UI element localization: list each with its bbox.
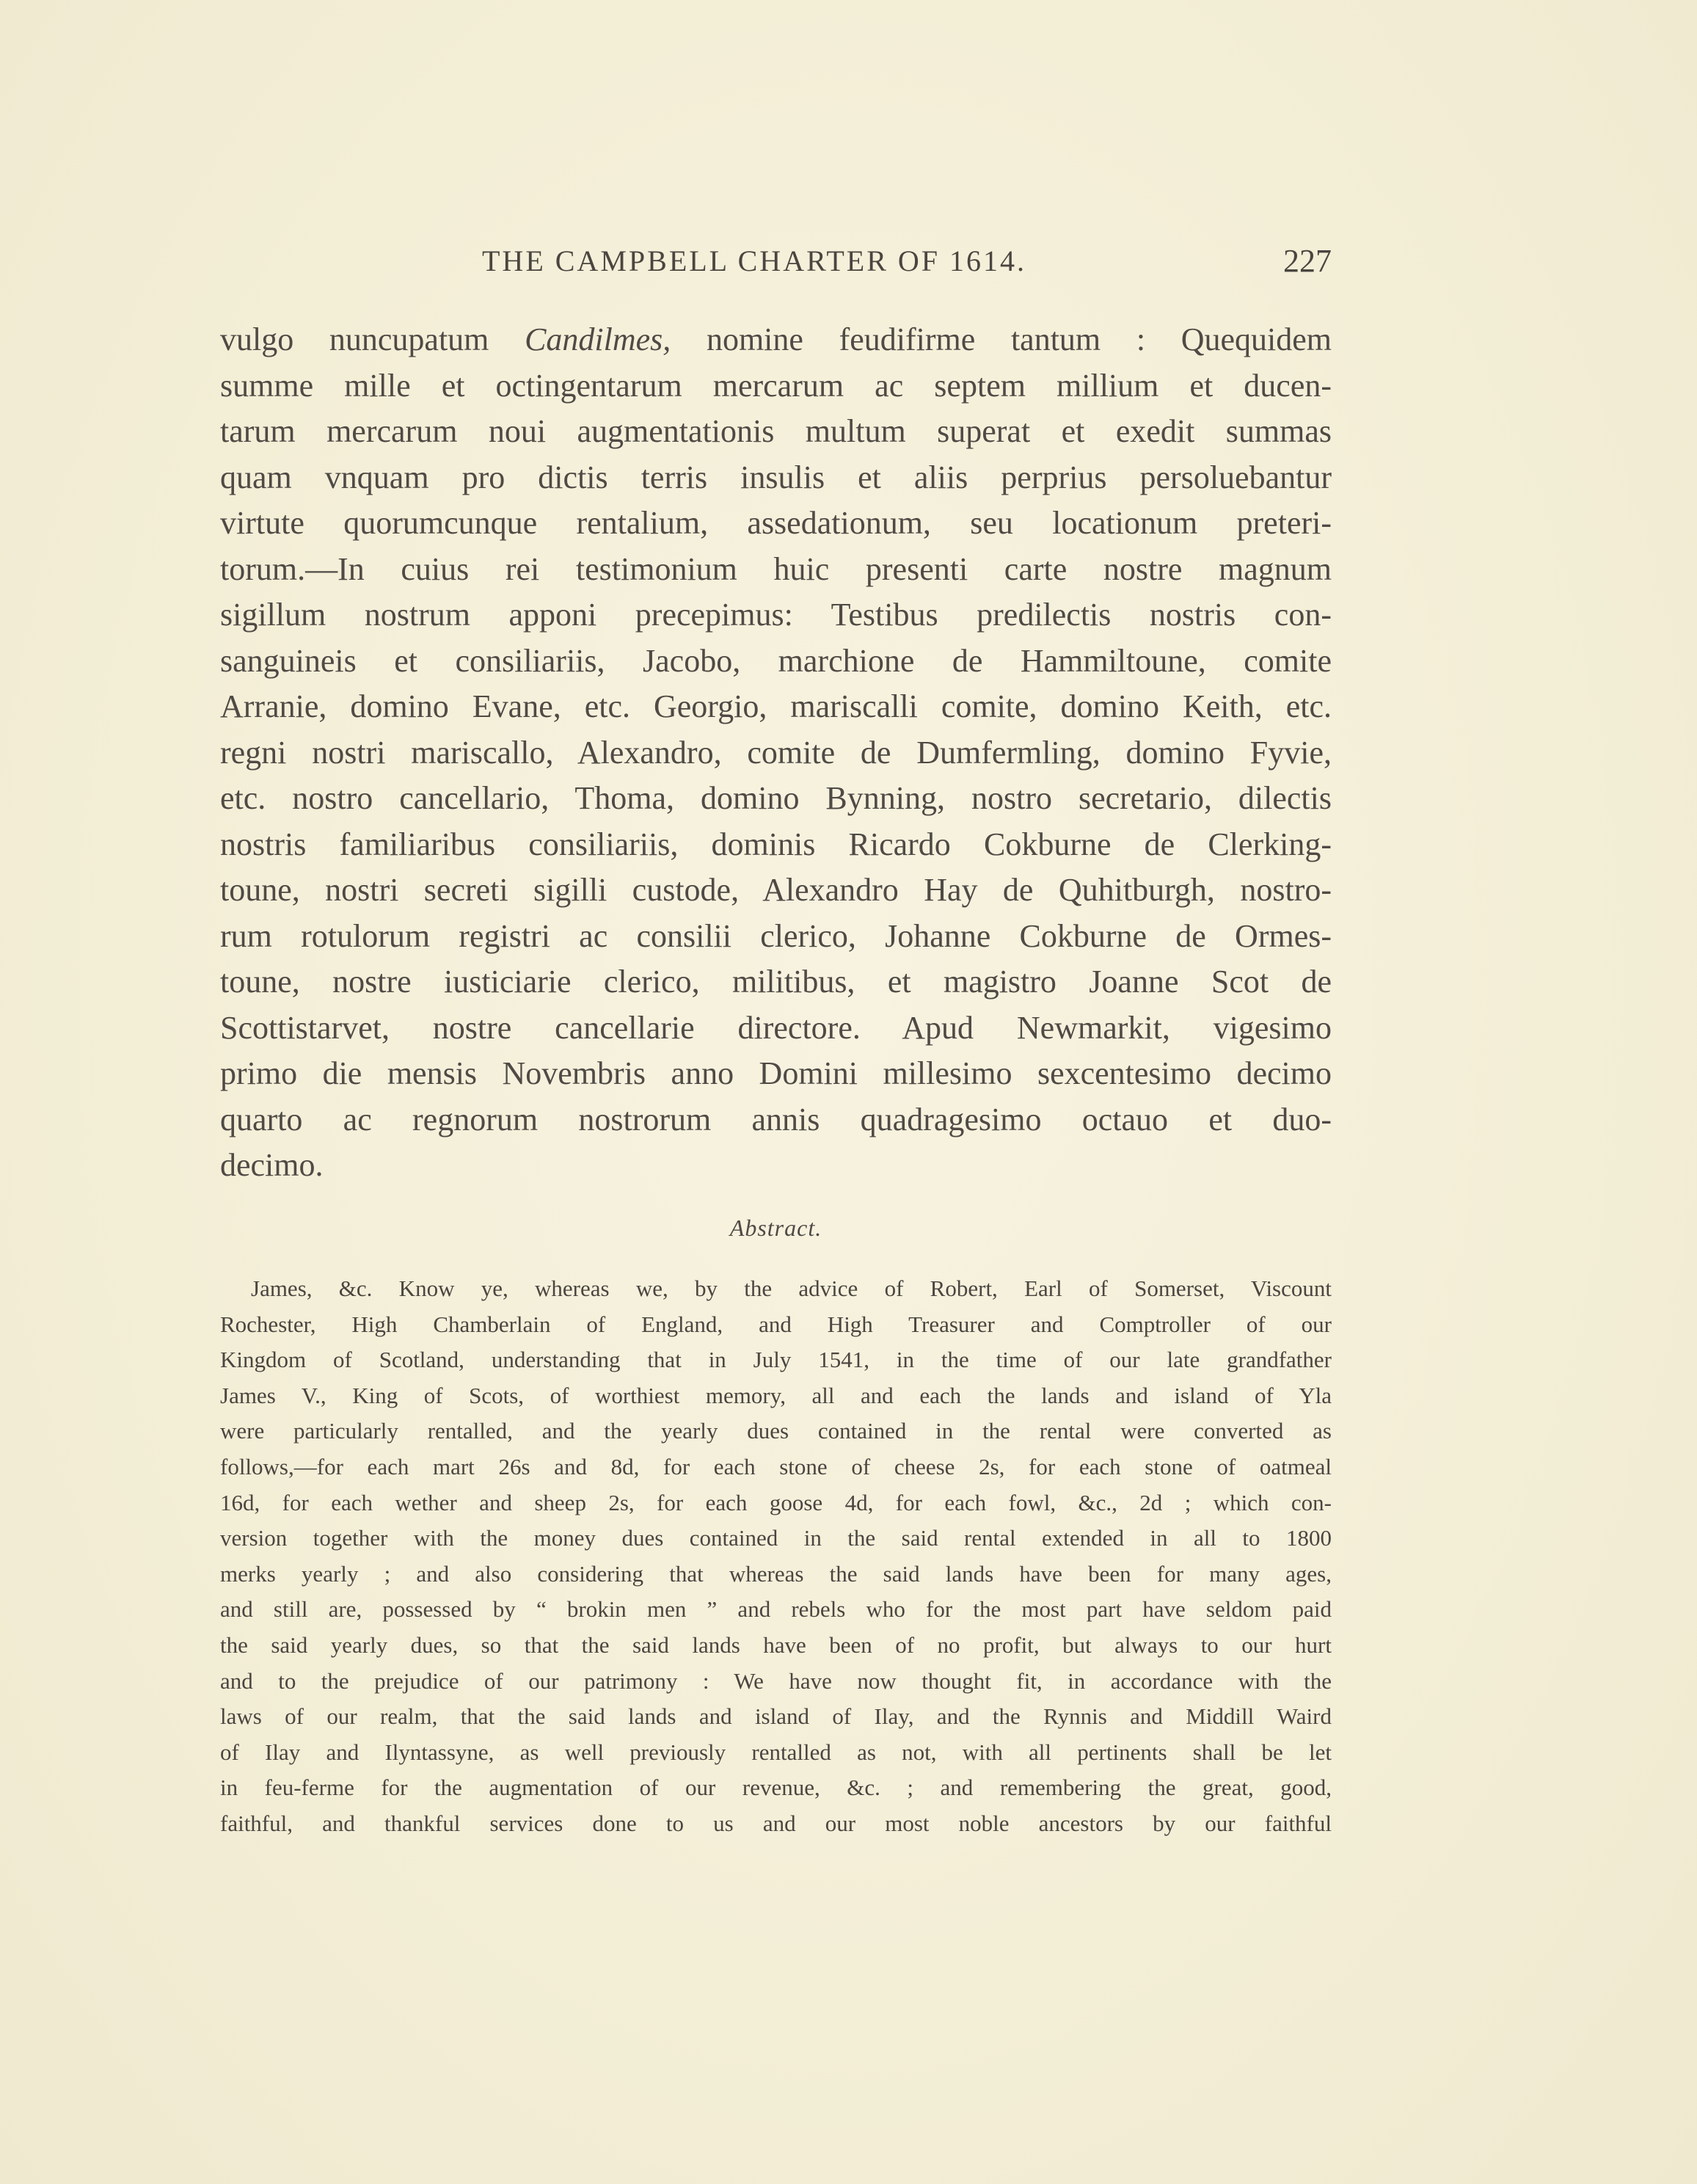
page-header <box>220 242 1332 286</box>
text-line: etc. nostro cancellario, Thoma, domino Bynning, nostro secretario, dilectis <box>220 780 1332 816</box>
text-line: quarto ac regnorum nostrorum annis quadragesimo octauo et duo- <box>220 1101 1332 1138</box>
text-line: sanguineis et consiliariis, Jacobo, marchione de Hammiltoune, comite <box>220 642 1332 679</box>
text-line: rum rotulorum registri ac consilii clerico, Johanne Cokburne de Ormes- <box>220 917 1332 954</box>
text-line: summe mille et octingentarum mercarum ac septem millium et ducen- <box>220 367 1332 404</box>
text-line: follows,—for each mart 26s and 8d, for each stone of cheese 2s, for each stone of oatmeal <box>220 1453 1332 1479</box>
text-line: 16d, for each wether and sheep 2s, for each goose 4d, for each fowl, &c., 2d ; which con- <box>220 1489 1332 1515</box>
text-line: Arranie, domino Evane, etc. Georgio, mariscalli comite, domino Keith, etc. <box>220 688 1332 724</box>
text-line: decimo. <box>220 1147 324 1183</box>
text-line: toune, nostre iusticiarie clerico, militibus, et magistro Joanne Scot de <box>220 964 1332 1000</box>
italic-term: Candilmes, <box>525 321 671 357</box>
text-line: faithful, and thankful services done to us and our most noble ancestors by our faithful <box>220 1810 1332 1836</box>
latin-charter-text <box>220 317 1332 1189</box>
running-title: THE CAMPBELL CHARTER OF 1614. <box>482 244 1027 277</box>
text-line: and still are, possessed by “ brokin men ” and rebels who for the most part have seldom paid <box>220 1596 1332 1623</box>
text-line: tarum mercarum noui augmentationis multum superat et exedit summas <box>220 413 1332 449</box>
text-line: version together with the money dues contained in the said rental extended in all to 1800 <box>220 1525 1332 1551</box>
text-line: torum.—In cuius rei testimonium huic presenti carte nostre magnum <box>220 550 1332 587</box>
text-line: laws of our realm, that the said lands and island of Ilay, and the Rynnis and Middill Waird <box>220 1703 1332 1730</box>
page-number: 227 <box>1283 243 1332 279</box>
text-line: Kingdom of Scotland, understanding that in July 1541, in the time of our late grandfather <box>220 1347 1332 1373</box>
text-line: were particularly rentalled, and the yearly dues contained in the rental were converted as <box>220 1418 1332 1444</box>
text-line: the said yearly dues, so that the said lands have been of no profit, but always to our hurt <box>220 1631 1332 1658</box>
text-line: virtute quorumcunque rentalium, assedationum, seu locationum preteri- <box>220 505 1332 541</box>
abstract-text <box>220 1271 1332 1842</box>
text-line: toune, nostri secreti sigilli custode, Alexandro Hay de Quhitburgh, nostro- <box>220 872 1332 908</box>
abstract-heading: Abstract. <box>729 1215 822 1241</box>
text-line: sigillum nostrum apponi precepimus: Testibus predilectis nostris con- <box>220 597 1332 633</box>
text-line: and to the prejudice of our patrimony : We have now thought fit, in accordance with the <box>220 1667 1332 1694</box>
text-line: merks yearly ; and also considering that whereas the said lands have been for many ages, <box>220 1560 1332 1587</box>
text-line: Rochester, High Chamberlain of England, and High Treasurer and Comptroller of our <box>220 1311 1332 1337</box>
text-line: James, &c. Know ye, whereas we, by the advice of Robert, Earl of Somerset, Viscount <box>251 1275 1332 1301</box>
text-line: primo die mensis Novembris anno Domini millesimo sexcentesimo decimo <box>220 1055 1332 1091</box>
text-line: Scottistarvet, nostre cancellarie directore. Apud Newmarkit, vigesimo <box>220 1009 1332 1046</box>
text-run: vulgo nuncupatum <box>220 321 525 357</box>
text-line: in feu-ferme for the augmentation of our revenue, &c. ; and remembering the great, good, <box>220 1774 1332 1801</box>
text-line: James V., King of Scots, of worthiest memory, all and each the lands and island of Yla <box>220 1382 1332 1408</box>
text-line: nostris familiaribus consiliariis, dominis Ricardo Cokburne de Clerking- <box>220 826 1332 862</box>
text-line: of Ilay and Ilyntassyne, as well previously rentalled as not, with all pertinents shall be let <box>220 1739 1332 1765</box>
text-run: nomine feudifirme tantum : Quequidem <box>671 321 1332 357</box>
text-line: quam vnquam pro dictis terris insulis et aliis perprius persoluebantur <box>220 459 1332 495</box>
text-line: regni nostri mariscallo, Alexandro, comite de Dumfermling, domino Fyvie, <box>220 734 1332 771</box>
text-line <box>220 317 1332 363</box>
